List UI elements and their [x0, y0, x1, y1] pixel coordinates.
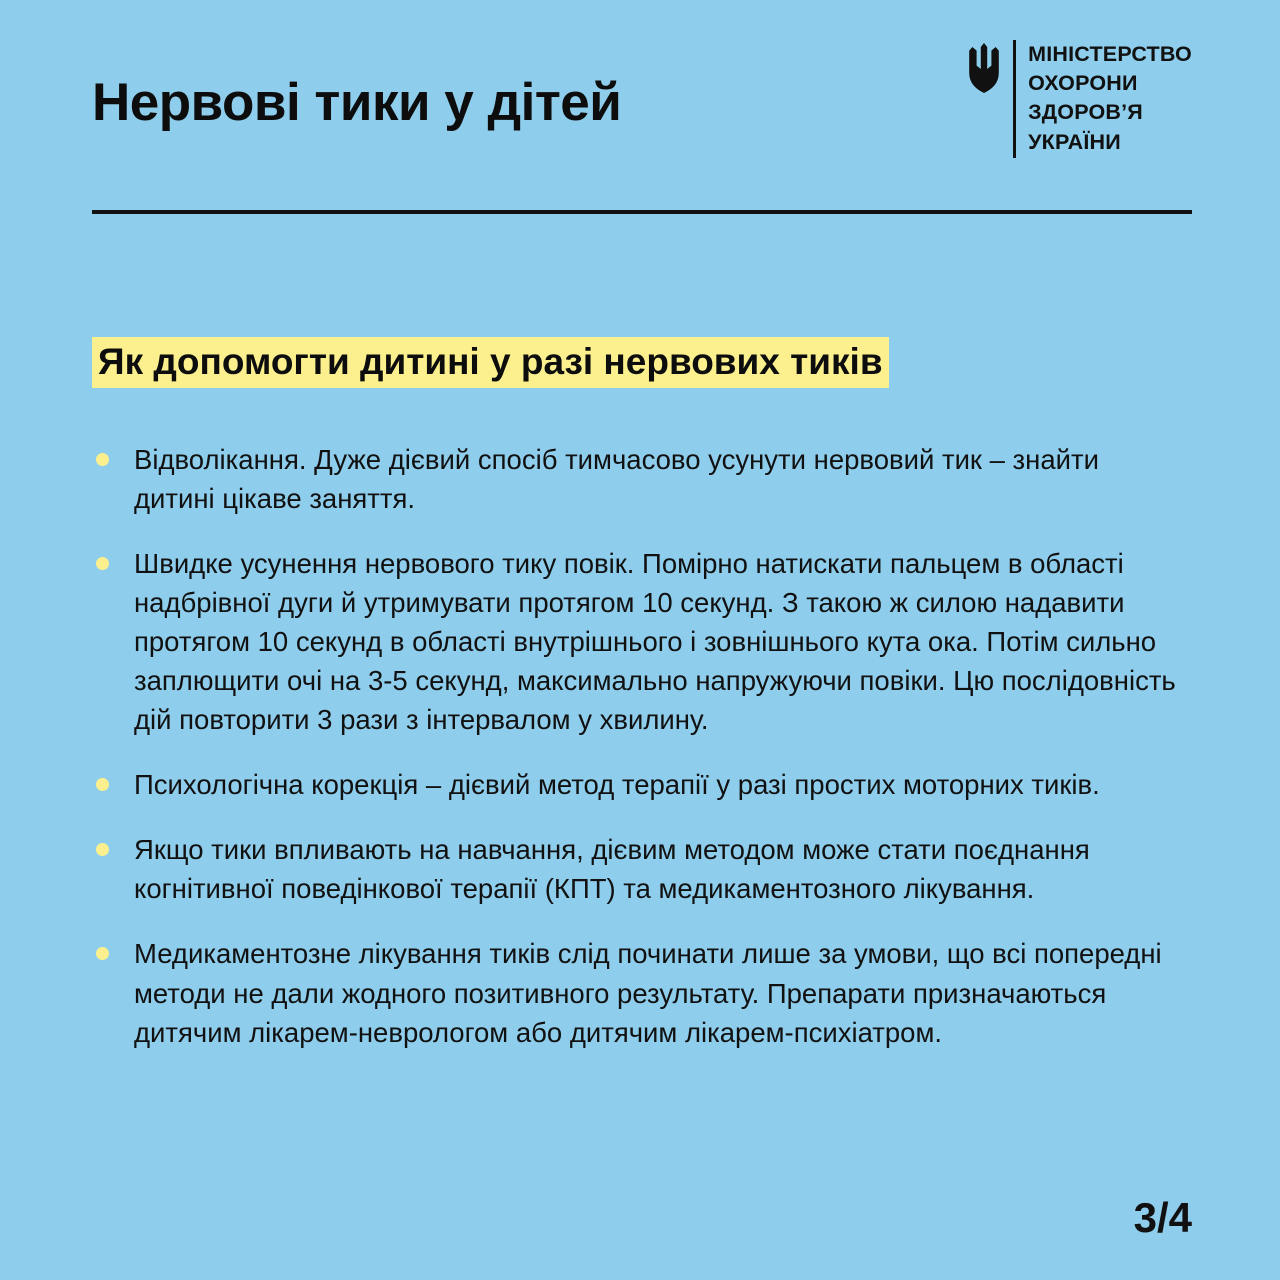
ministry-name-line-3: ЗДОРОВ’Я: [1028, 100, 1143, 125]
bullet-dot-icon: [96, 947, 109, 960]
page-title: Нервові тики у дітей: [92, 73, 622, 132]
bullet-list: [92, 440, 1180, 1052]
list-item-text: Відволікання. Дуже дієвий спосіб тимчасово усунути нервовий тик – знайти дитині цікаве заняття.: [134, 444, 1099, 515]
slide-header: [92, 40, 1192, 180]
bullet-dot-icon: [96, 778, 109, 791]
bullet-dot-icon: [96, 453, 109, 466]
page-number: 3/4: [1133, 1194, 1192, 1241]
bullet-dot-icon: [96, 557, 109, 570]
bullet-dot-icon: [96, 843, 109, 856]
list-item-text: Швидке усунення нервового тику повік. Помірно натискати пальцем в області надбрівної дуги й утримувати протягом 10 секунд. З такою ж силою надавити протягом 10 секунд в області внутрішнього і зовнішнього кута ока. Потім сильно заплющити очі на 3-5 секунд, максимально напружуючи повіки. Цю послідовність дій повторити 3 рази з інтервалом у хвилину.: [134, 548, 1176, 736]
section-heading-text: Як допомогти дитині у разі нервових тиків: [92, 337, 889, 388]
ministry-name-line-2: ОХОРОНИ: [1028, 71, 1138, 96]
list-item: [92, 934, 1180, 1051]
section-heading: [92, 334, 889, 390]
list-item: [92, 830, 1180, 908]
ukraine-trident-icon: [967, 40, 1001, 94]
list-item-text: Психологічна корекція – дієвий метод терапії у разі простих моторних тиків.: [134, 769, 1100, 801]
ministry-name: [1028, 40, 1192, 157]
ministry-logo: [967, 40, 1192, 158]
ministry-name-line-4: УКРАЇНИ: [1028, 129, 1121, 154]
ministry-name-line-1: МІНІСТЕРСТВО: [1028, 42, 1192, 66]
list-item-text: Медикаментозне лікування тиків слід починати лише за умови, що всі попередні методи не дали жодного позитивного результату. Препарати призначаються дитячим лікарем-неврологом або дитячим лікарем-психіатром.: [134, 938, 1162, 1048]
logo-divider: [1013, 40, 1016, 158]
list-item: [92, 440, 1180, 518]
header-divider: [92, 210, 1192, 214]
list-item: [92, 765, 1180, 804]
list-item-text: Якщо тики впливають на навчання, дієвим методом може стати поєднання когнітивної поведінкової терапії (КПТ) та медикаментозного лікування.: [134, 834, 1090, 905]
list-item: [92, 544, 1180, 739]
